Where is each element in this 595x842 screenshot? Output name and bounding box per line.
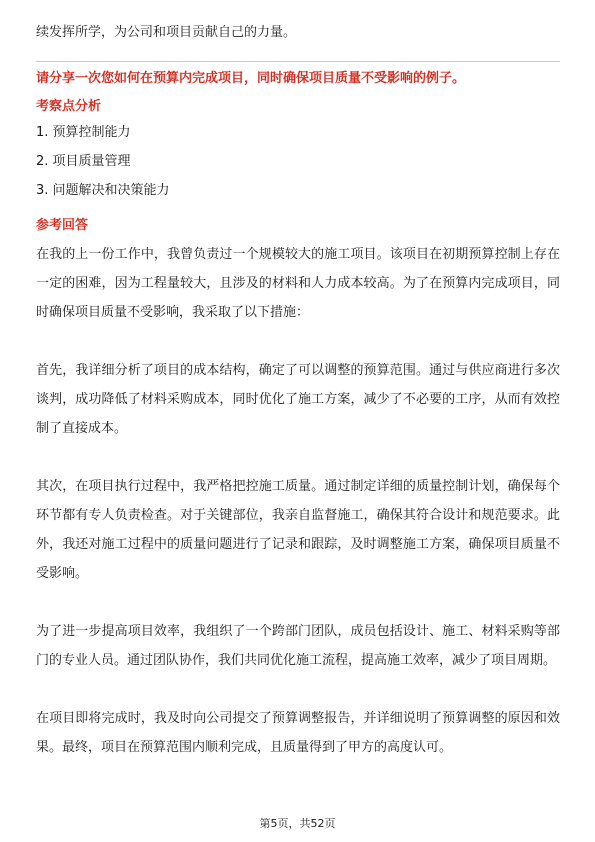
reference-heading: 参考回答 xyxy=(36,218,89,233)
page-number-footer: 第5页，共52页 xyxy=(259,817,336,830)
answer-paragraph: 在我的上一份工作中，我曾负责过一个规模较大的施工项目。该项目在初期预算控制上存在一定的困难，因为工程量较大，且涉及的材料和人力成本较高。为了在预算内完成项目，同时确保项目质量不受影响，我采取了以下措施： xyxy=(36,247,560,320)
analysis-heading: 考察点分析 xyxy=(36,99,102,114)
answer-paragraph: 其次，在项目执行过程中，我严格把控施工质量。通过制定详细的质量控制计划，确保每个环节都有专人负责检查。对于关键部位，我亲自监督施工，确保其符合设计和规范要求。此外，我还对施工过程中的质量问题进行了记录和跟踪，及时调整施工方案，确保项目质量不受影响。 xyxy=(36,479,560,581)
answer-paragraph: 首先，我详细分析了项目的成本结构，确定了可以调整的预算范围。通过与供应商进行多次谈判，成功降低了材料采购成本，同时优化了施工方案，减少了不必要的工序，从而有效控制了直接成本。 xyxy=(36,363,560,436)
analysis-point: 3. 问题解决和决策能力 xyxy=(36,183,170,198)
analysis-point: 1. 预算控制能力 xyxy=(36,125,131,140)
analysis-points xyxy=(36,122,560,209)
analysis-point: 2. 项目质量管理 xyxy=(36,154,131,169)
reference-answer xyxy=(36,240,560,791)
answer-paragraph: 为了进一步提高项目效率，我组织了一个跨部门团队，成员包括设计、施工、材料采购等部门的专业人员。通过团队协作，我们共同优化施工流程，提高施工效率，减少了项目周期。 xyxy=(36,624,560,668)
answer-paragraph: 在项目即将完成时，我及时向公司提交了预算调整报告，并详细说明了预算调整的原因和效果。最终，项目在预算范围内顺利完成，且质量得到了甲方的高度认可。 xyxy=(36,711,560,755)
continued-text: 续发挥所学，为公司和项目贡献自己的力量。 xyxy=(36,25,297,40)
divider-line xyxy=(36,61,560,62)
question-heading: 请分享一次您如何在预算内完成项目，同时确保项目质量不受影响的例子。 xyxy=(36,71,466,86)
